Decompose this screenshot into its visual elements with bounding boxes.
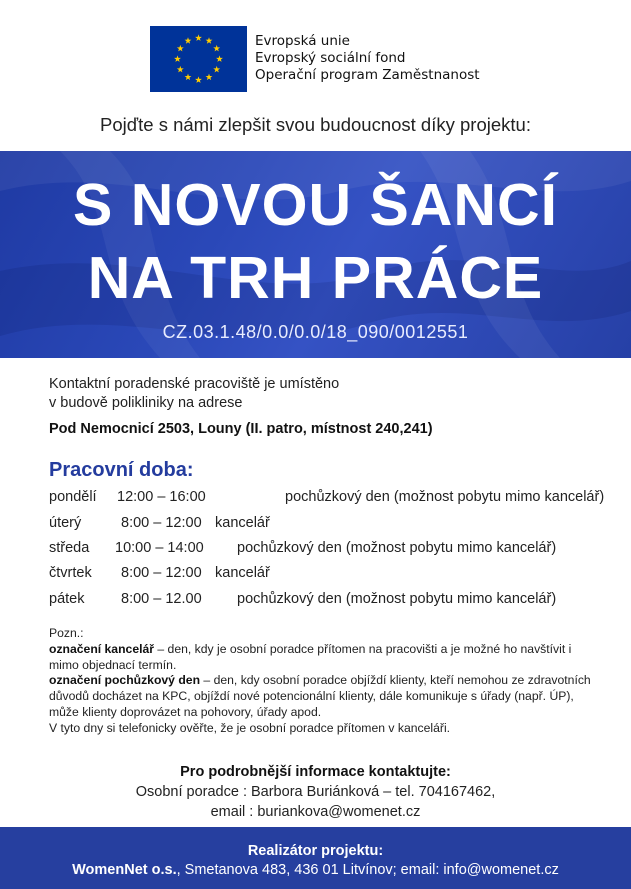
contact-email: email : buriankova@womenet.cz (210, 804, 421, 820)
hours-time: 8:00 – 12:00 (121, 565, 202, 581)
project-title-line1: S NOVOU ŠANCÍ (72, 172, 559, 238)
notes-label: Pozn.: (49, 626, 84, 640)
contact-block (0, 762, 631, 822)
project-banner (0, 151, 631, 358)
note-field-text: – den, kdy osobní poradce objíždí klienty, kteří nemohou ze zdravotních důvodů docházet na KPC, objíždí nové potencionální klienty, dále komunikuje s úřady (např. ÚP), může klienty doprovázet na pohovory, úřady apod. (49, 673, 591, 719)
hours-day: čtvrtek (49, 565, 92, 581)
hours-day: pátek (49, 591, 85, 607)
footer-heading: Realizátor projektu: (247, 843, 384, 859)
hours-time: 8:00 – 12:00 (121, 515, 202, 531)
hours-time: 12:00 – 16:00 (117, 489, 206, 505)
note-office (49, 642, 594, 674)
hours-time: 8:00 – 12.00 (121, 591, 202, 607)
address-line: v budově polikliniky na adrese (49, 395, 243, 411)
eu-flag-logo (150, 26, 247, 92)
footer-bar (0, 827, 631, 889)
address-intro (49, 375, 339, 413)
project-code: CZ.03.1.48/0.0/0.0/18_090/0012551 (162, 322, 469, 342)
eu-program-text (255, 33, 480, 84)
eu-line: Operační program Zaměstnanost (255, 67, 480, 83)
hours-day: středa (49, 540, 90, 556)
footer-details: , Smetanova 483, 436 01 Litvínov; email: info@womenet.cz (176, 862, 559, 878)
eu-line: Evropská unie (255, 33, 350, 49)
notes-block (49, 626, 594, 737)
footer-line (0, 862, 631, 878)
hours-desc: pochůzkový den (možnost pobytu mimo kancelář) (285, 489, 605, 505)
tagline: Pojďte s námi zlepšit svou budoucnost díky projektu: (100, 114, 531, 135)
hours-desc: kancelář (215, 515, 270, 531)
hours-day: pondělí (49, 489, 97, 505)
hours-desc: pochůzkový den (možnost pobytu mimo kancelář) (237, 591, 557, 607)
hours-desc: kancelář (215, 565, 270, 581)
eu-line: Evropský sociální fond (255, 50, 406, 66)
project-title-line2: NA TRH PRÁCE (87, 245, 544, 311)
address-line: Kontaktní poradenské pracoviště je umístěno (49, 376, 340, 392)
contact-advisor: Osobní poradce : Barbora Buriánková – tel. 704167462, (135, 784, 496, 800)
office-location: Pod Nemocnicí 2503, Louny (II. patro, místnost 240,241) (49, 421, 433, 437)
note-field-term: označení pochůzkový den (49, 673, 201, 688)
footer-org: WomenNet o.s. (72, 862, 177, 878)
note-field (49, 673, 594, 720)
hours-time: 10:00 – 14:00 (115, 540, 204, 556)
contact-heading: Pro podrobnější informace kontaktujte: (180, 764, 451, 780)
hours-desc: pochůzkový den (možnost pobytu mimo kancelář) (237, 540, 557, 556)
hours-day: úterý (49, 515, 82, 531)
note-office-term: označení kancelář (49, 641, 154, 656)
working-hours-heading: Pracovní doba: (49, 459, 194, 481)
note-office-text: – den, kdy je osobní poradce přítomen na pracovišti a je možné ho navštívit i mimo objednací termín. (49, 641, 572, 672)
note-check: V tyto dny si telefonicky ověřte, že je osobní poradce přítomen v kanceláři. (49, 720, 451, 735)
